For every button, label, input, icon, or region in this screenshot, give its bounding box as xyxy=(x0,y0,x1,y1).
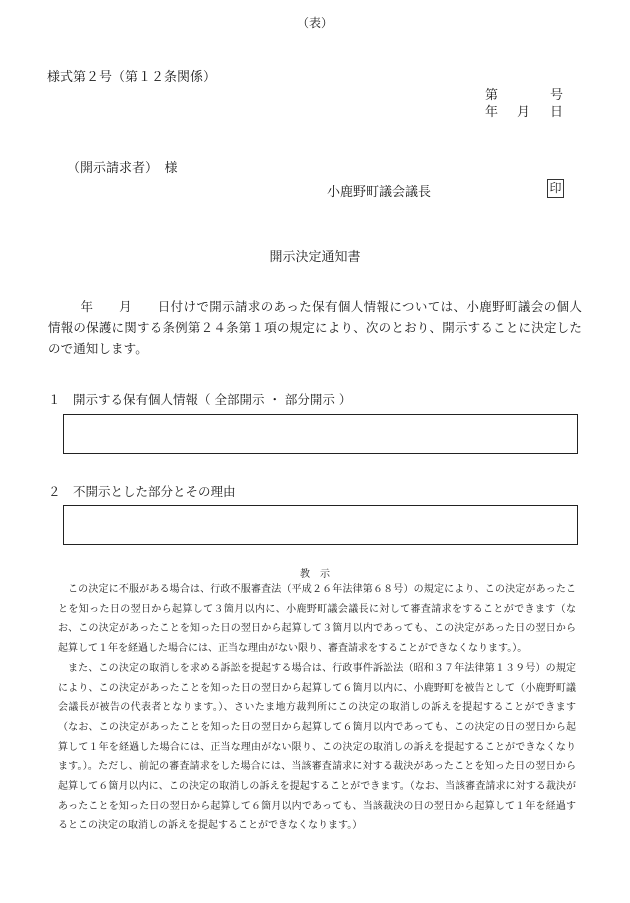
requester-address-line: （開示請求者） 様 xyxy=(67,161,178,176)
section-2-heading: ２ 不開示とした部分とその理由 xyxy=(48,484,236,499)
form-number: 様式第２号（第１２条関係） xyxy=(47,70,217,85)
date-year-label: 年 xyxy=(485,105,499,120)
decision-body-text: 年 月 日付けで開示請求のあった保有個人情報については、小鹿野町議会の個人情報の保護に関する条例第２４条第１項の規定により、次のとおり、開示することに決定したので通知します。 xyxy=(48,299,582,356)
notice-text xyxy=(58,580,576,836)
notice-paragraph: また、この決定の取消しを求める訴訟を提起する場合は、行政事件訴訟法（昭和３７年法律第１３９号）の規定により、この決定があったことを知った日の翌日から起算して６箇月以内に、小鹿野町を被告として（小鹿野町議会議長が被告の代表者となります。）、さいたま地方裁判所にこの決定の取消しの訴えを提起することができます（なお、この決定があったことを知った日の翌日から起算して６箇月以内であっても、この決定の日の翌日から起算して１年を経過した場合には、正当な理由がない限り、この決定の取消しの訴えを提起することができなくなります。）。ただし、前記の審査請求をした場合には、当該審査請求に対する裁決があったことを知った日の翌日から起算して６箇月以内に、この決定の取消しの訴えを提起することができます。（なお、当該審査請求に対する裁決があったことを知った日の翌日から起算して６箇月以内であっても、当該裁決の日の翌日から起算して１年を経過するとこの決定の取消しの訴えを提起することができなくなります。） xyxy=(58,662,576,832)
doc-number-prefix: 第 xyxy=(485,88,499,103)
seal-stamp-box: 印 xyxy=(547,179,564,198)
notice-title: 教示 xyxy=(300,569,340,580)
section-2-content-box[interactable] xyxy=(63,505,578,545)
doc-number-suffix: 号 xyxy=(550,88,564,103)
document-title: 開示決定通知書 xyxy=(269,250,361,265)
date-month-label: 月 xyxy=(517,105,531,120)
sender-name: 小鹿野町議会議長 xyxy=(327,185,432,200)
section-1-heading: １ 開示する保有個人情報（ 全部開示 ・ 部分開示 ） xyxy=(48,392,352,407)
page-side-label: （表） xyxy=(296,16,333,30)
section-1-content-box[interactable] xyxy=(63,414,578,454)
date-day-label: 日 xyxy=(550,105,564,120)
notice-paragraph: この決定に不服がある場合は、行政不服審査法（平成２６年法律第６８号）の規定により、この決定があったことを知った日の翌日から起算して３箇月以内に、小鹿野町議会議長に対して審査請求をすることができます（なお、この決定があったことを知った日の翌日から起算して３箇月以内であっても、この決定があった日の翌日から起算して１年を経過した場合には、正当な理由がない限り、審査請求をすることができなくなります。）。 xyxy=(58,584,576,655)
